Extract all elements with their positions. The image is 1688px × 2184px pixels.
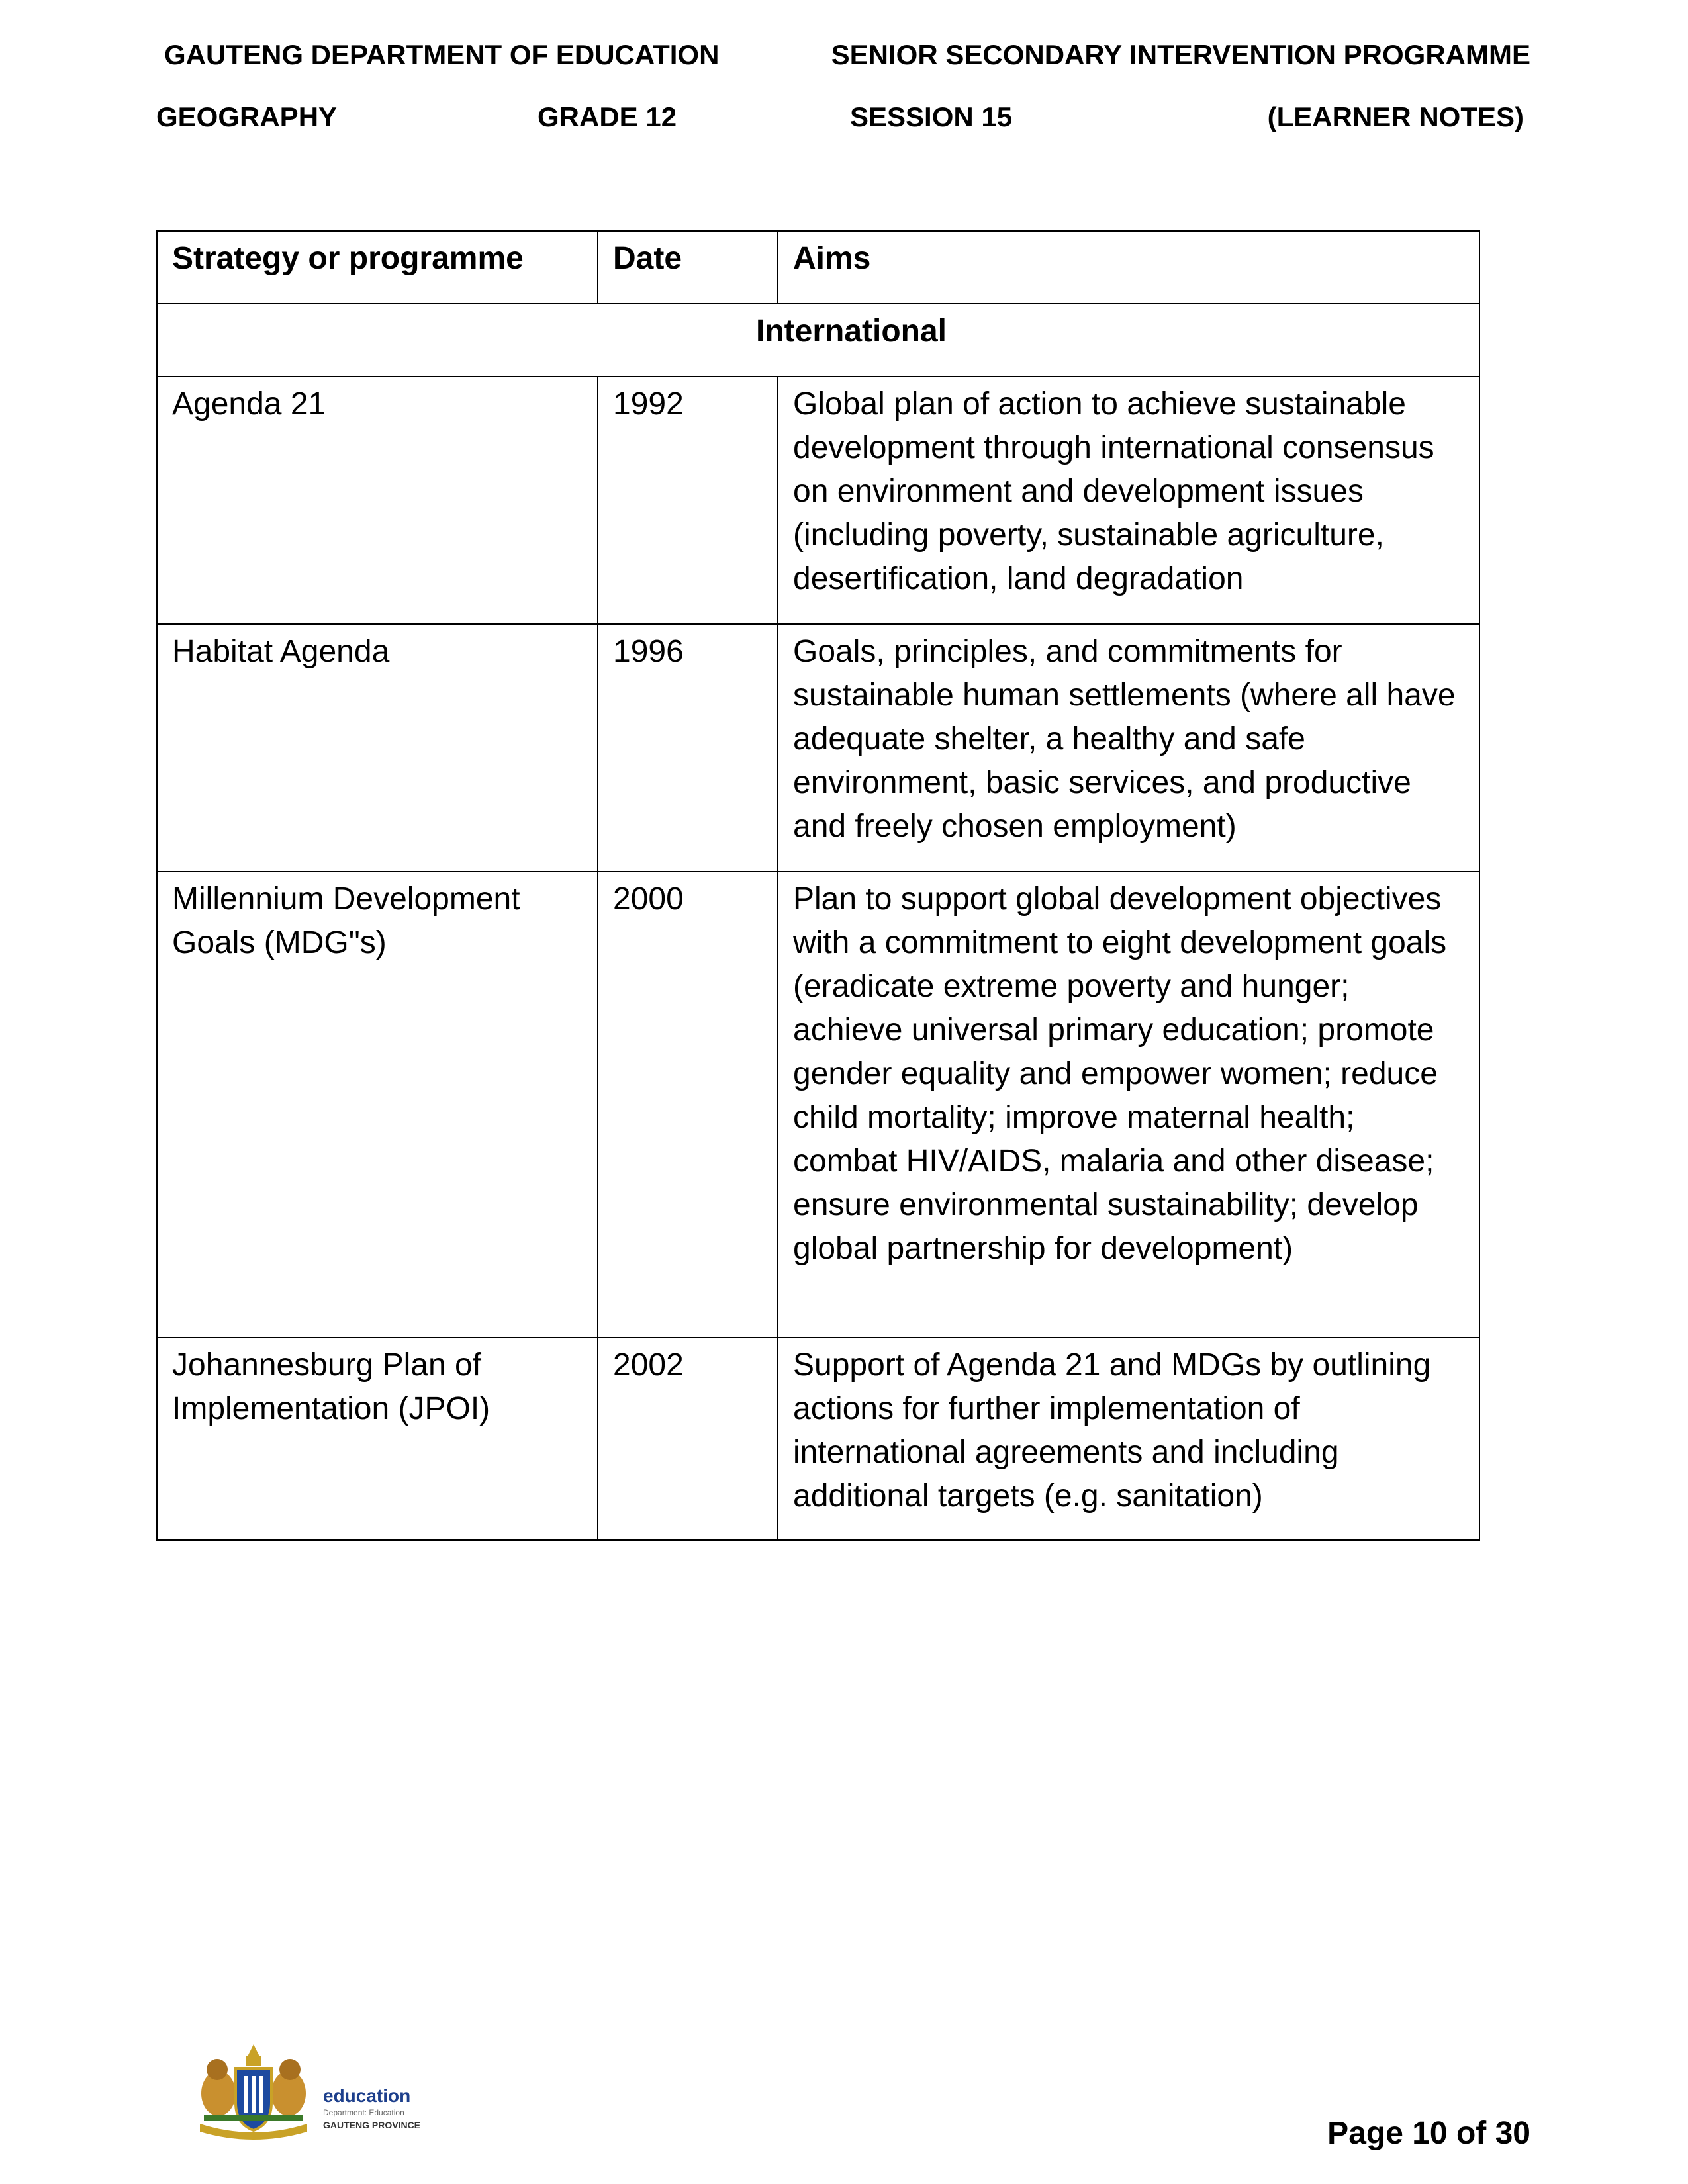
table-row (157, 377, 1479, 624)
logo-text: education (323, 2085, 411, 2106)
row-name: Johannesburg Plan of Implementation (JPOI) (157, 1338, 598, 1540)
row-date: 1992 (598, 377, 778, 624)
row-aims: Support of Agenda 21 and MDGs by outlining actions for further implementation of international agreements and including additional targets (e.g. sanitation) (778, 1338, 1479, 1540)
row-aims: Global plan of action to achieve sustainable development through international consensus on environment and development issues (including poverty, sustainable agriculture, desertification, land degradation (778, 377, 1479, 624)
page-number: Page 10 of 30 (1327, 2116, 1530, 2151)
logo-subtext-department: Department: Education (323, 2108, 404, 2117)
coat-of-arms-icon (191, 2042, 316, 2141)
gauteng-education-logo (191, 2042, 436, 2141)
section-label-international: International (755, 314, 947, 349)
row-aims: Goals, principles, and commitments for sustainable human settlements (where all have adequate shelter, a healthy and safe environment, basic services, and productive and freely chosen employment) (778, 624, 1479, 872)
strategies-table (156, 230, 1480, 1541)
column-header-strategy: Strategy or programme (157, 231, 598, 304)
column-header-date: Date (598, 231, 778, 304)
column-header-aims: Aims (778, 231, 1479, 304)
header-department: GAUTENG DEPARTMENT OF EDUCATION (164, 39, 720, 70)
header-programme: SENIOR SECONDARY INTERVENTION PROGRAMME (831, 39, 1530, 70)
table-row (157, 872, 1479, 1338)
row-name: Agenda 21 (157, 377, 598, 624)
header-session: SESSION 15 (850, 101, 1013, 132)
row-date: 1996 (598, 624, 778, 872)
section-row (157, 304, 1479, 377)
table-row (157, 624, 1479, 872)
header-notes-type: (LEARNER NOTES) (1267, 101, 1524, 132)
row-name: Habitat Agenda (157, 624, 598, 872)
header-subject: GEOGRAPHY (156, 101, 338, 132)
row-date: 2002 (598, 1338, 778, 1540)
header-grade: GRADE 12 (538, 101, 677, 132)
table-header-row (157, 231, 1479, 304)
table-row (157, 1338, 1479, 1540)
row-aims: Plan to support global development objectives with a commitment to eight development goals (eradicate extreme poverty and hunger; achieve universal primary education; promote gender equality and empower women; reduce child mortality; improve maternal health; combat HIV/AIDS, malaria and other disease; ensure environmental sustainability; develop global partnership for development) (778, 872, 1479, 1338)
logo-subtext-province: GAUTENG PROVINCE (323, 2120, 421, 2130)
row-date: 2000 (598, 872, 778, 1338)
section-cell (157, 304, 1479, 377)
row-name: Millennium Development Goals (MDG"s) (157, 872, 598, 1338)
